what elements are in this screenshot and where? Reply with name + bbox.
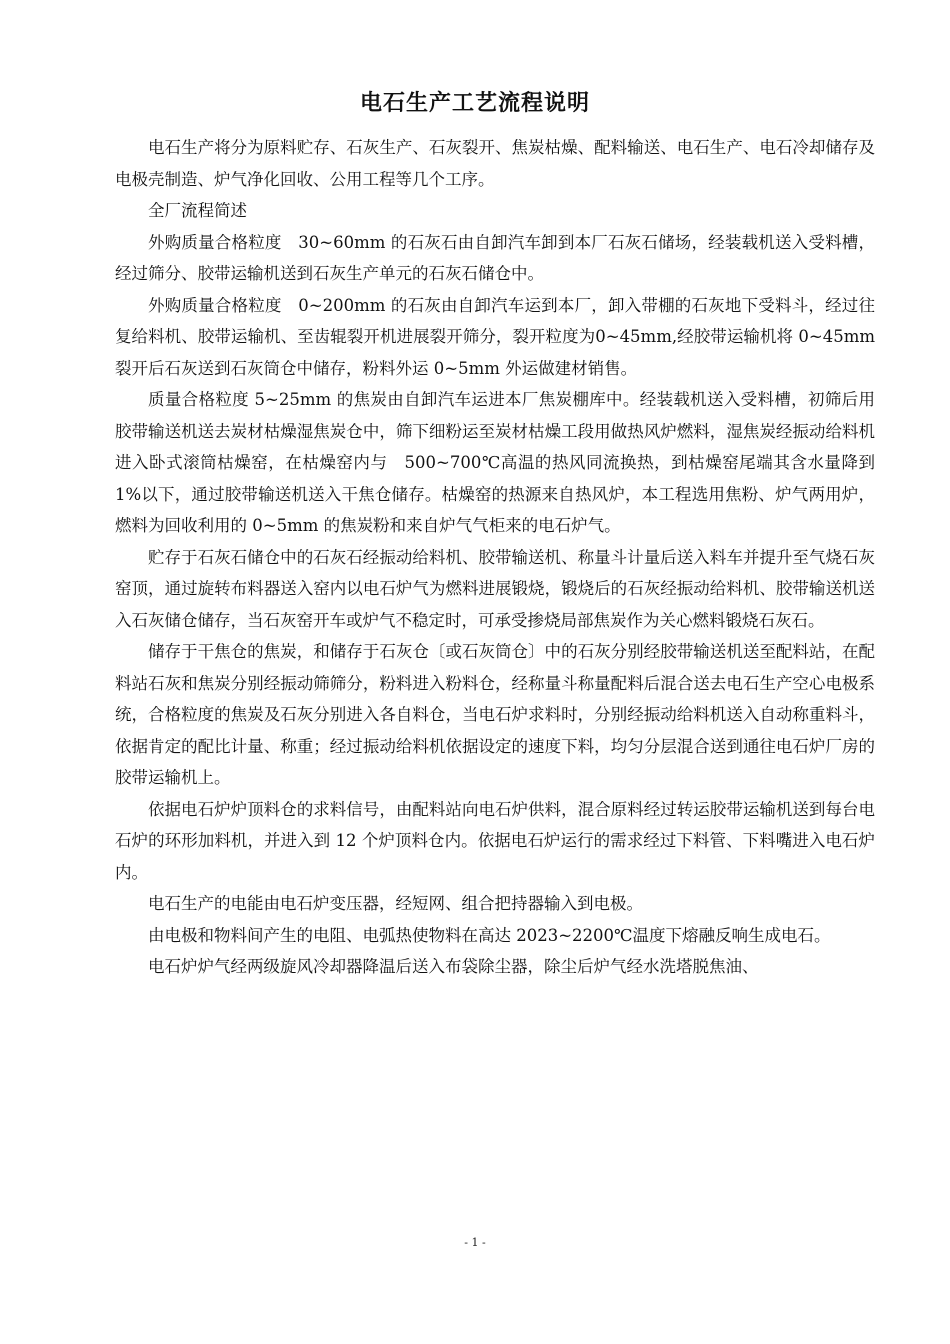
paragraph-furnace-gas: 电石炉炉气经两级旋风冷却器降温后送入布袋除尘器，除尘后炉气经水洗塔脱焦油、 xyxy=(148,957,759,976)
paragraph-power: 电石生产的电能由电石炉变压器，经短网、组合把持器输入到电极。 xyxy=(148,894,643,913)
paragraph-intro: 电石生产将分为原料贮存、石灰生产、石灰裂开、焦炭枯燥、配料输送、电石生产、电石冷却储存及电极壳制造、炉气净化回收、公用工程等几个工序。 xyxy=(115,138,875,189)
paragraph-section-heading: 全厂流程简述 xyxy=(148,201,247,220)
paragraph-reaction: 由电极和物料间产生的电阻、电弧热使物料在高达 2023~2200℃温度下熔融反响生成电石。 xyxy=(148,925,831,945)
document-body xyxy=(115,132,875,983)
paragraph-limestone: 外购质量合格粒度 30~60mm 的石灰石由自卸汽车卸到本厂石灰石储场，经装载机送入受料槽，经过筛分、胶带运输机送到石灰生产单元的石灰石储仓中。 xyxy=(115,232,875,283)
paragraph-lime: 外购质量合格粒度 0~200mm 的石灰由自卸汽车运到本厂，卸入带棚的石灰地下受料斗，经过往复给料机、胶带运输机、至齿辊裂开机进展裂开筛分，裂开粒度为0~45mm,经胶带运输机将 0~45mm 裂开后石灰送到石灰筒仓中储存，粉料外运 0~5mm 外运做建材销售。 xyxy=(115,295,875,378)
paragraph-kiln: 贮存于石灰石储仓中的石灰石经振动给料机、胶带输送机、称量斗计量后送入料车并提升至气烧石灰窑顶，通过旋转布料器送入窑内以电石炉气为燃料进展锻烧，锻烧后的石灰经振动给料机、胶带输送机送入石灰储仓储存，当石灰窑开车或炉气不稳定时，可承受掺烧局部焦炭作为关心燃料锻烧石灰石。 xyxy=(115,547,875,630)
document-title: 电石生产工艺流程说明 xyxy=(359,91,590,116)
paragraph-batching: 储存于干焦仓的焦炭，和储存于石灰仓〔或石灰筒仓〕中的石灰分别经胶带输送机送至配料站，在配料站石灰和焦炭分别经振动筛筛分，粉料进入粉料仓，经称量斗称量配料后混合送去电石生产空心电极系统，合格粒度的焦炭及石灰分别进入各自料仓，当电石炉求料时，分别经振动给料机送入自动称重料斗，依据肯定的配比计量、称重；经过振动给料机依据设定的速度下料，均匀分层混合送到通往电石炉厂房的胶带运输机上。 xyxy=(115,642,875,787)
paragraph-feeding: 依据电石炉炉顶料仓的求料信号，由配料站向电石炉供料，混合原料经过转运胶带运输机送到每台电石炉的环形加料机，并进入到 12 个炉顶料仓内。依据电石炉运行的需求经过下料管、下料嘴进入电石炉内。 xyxy=(115,799,875,882)
paragraph-coke: 质量合格粒度 5~25mm 的焦炭由自卸汽车运进本厂焦炭棚库中。经装载机送入受料槽，初筛后用胶带输送机送去炭材枯燥湿焦炭仓中，筛下细粉运至炭材枯燥工段用做热风炉燃料，湿焦炭经振动给料机进入卧式滚筒枯燥窑，在枯燥窑内与 500~700℃高温的热风同流换热，到枯燥窑尾端其含水量降到 1%以下，通过胶带输送机送入干焦仓储存。枯燥窑的热源来自热风炉，本工程选用焦粉、炉气两用炉，燃料为回收利用的 0~5mm 的焦炭粉和来自炉气气柜来的电石炉气。 xyxy=(115,390,875,535)
page-number: - 1 - xyxy=(464,1236,486,1249)
